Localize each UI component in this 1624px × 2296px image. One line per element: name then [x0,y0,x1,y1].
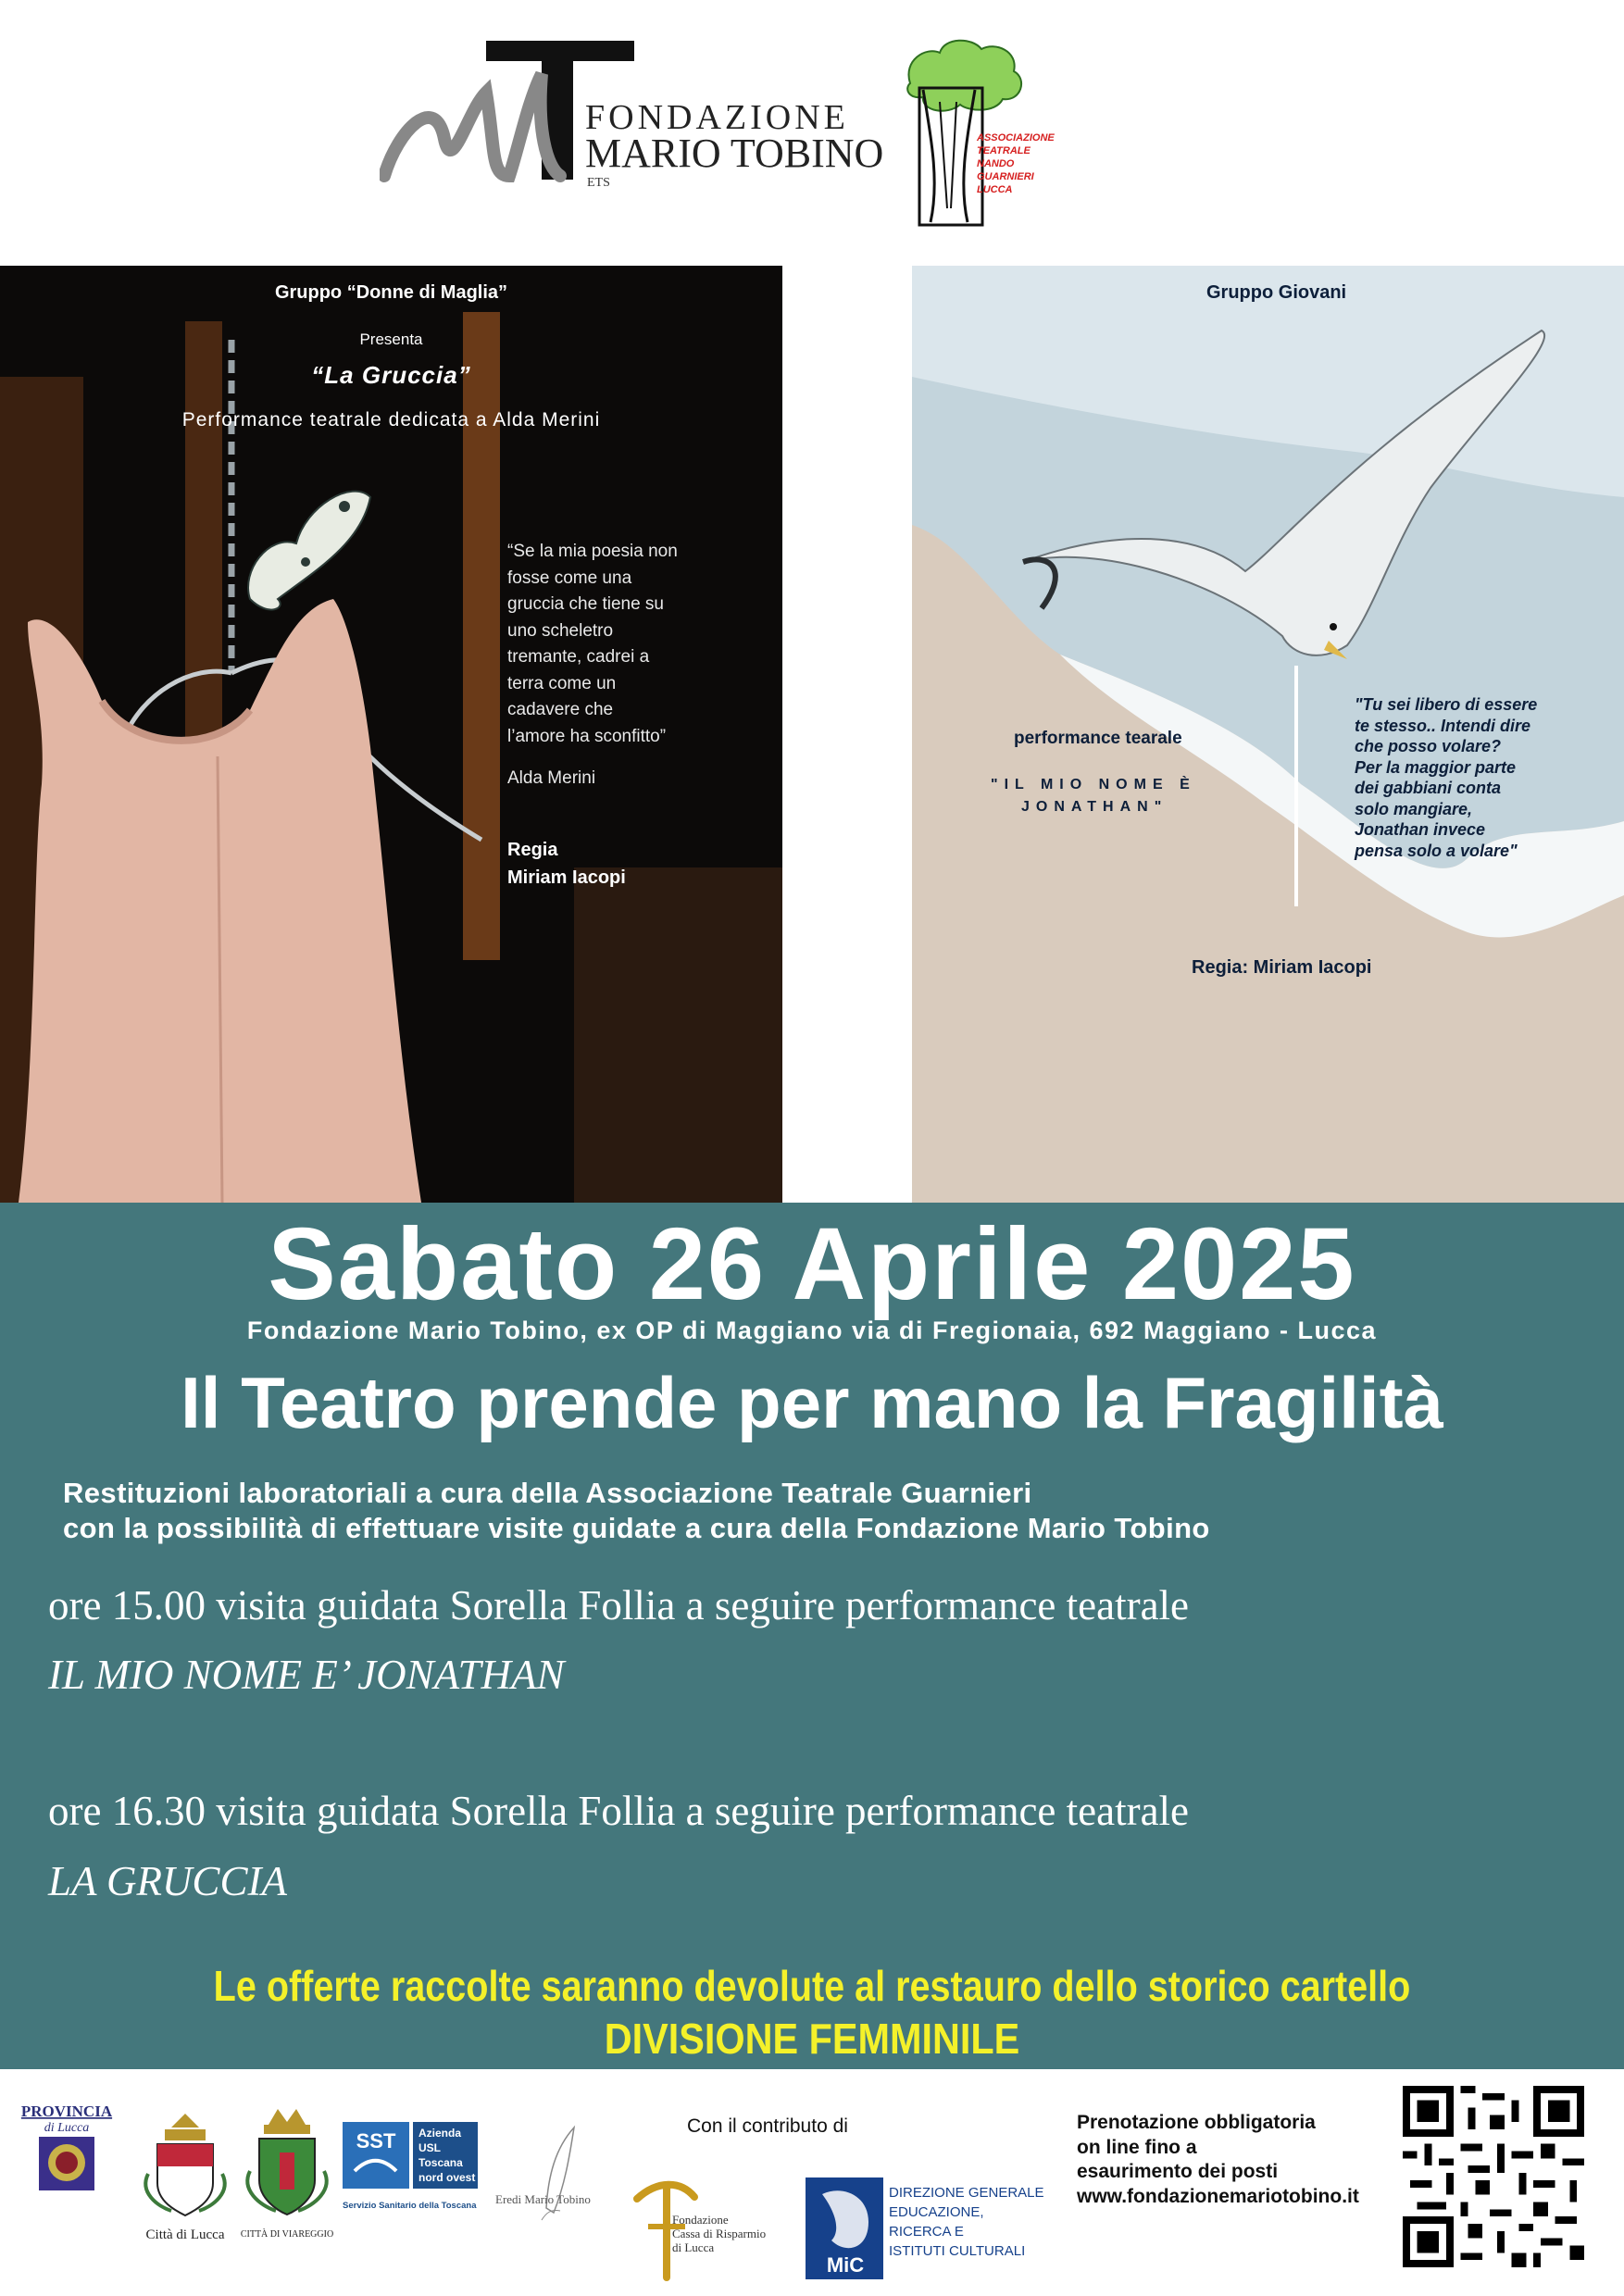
jonathan-poster [912,266,1624,1203]
booking-info [1077,2111,1382,2209]
guarnieri-line: TEATRALE [977,145,1031,156]
mic-line: EDUCAZIONE, [889,2204,984,2220]
provincia-lucca-logo-icon [19,2102,116,2194]
booking-line: esaurimento dei posti [1077,2161,1279,2182]
quote-line: terra come un [507,673,617,693]
fondazione-title-line1: FONDAZIONE [585,98,849,137]
fondazione-title-line2: MARIO TOBINO [585,131,884,176]
mic-line: RICERCA E [889,2224,964,2240]
event-title: Il Teatro prende per mano la Fragilità [181,1362,1443,1443]
schedule-item-2: ore 16.30 visita guidata Sorella Follia a seguire performance teatrale [48,1788,1190,1834]
right-group-name: Gruppo Giovani [1206,282,1347,303]
event-intro-line1: Restituzioni laboratoriali a cura della Associazione Teatrale Guarnieri [63,1477,1032,1509]
left-show-subtitle: Performance teatrale dedicata a Alda Merini [181,409,601,430]
left-show-title: “La Gruccia” [311,361,471,389]
booking-line: Prenotazione obbligatoria [1077,2112,1316,2133]
usl-line1: Azienda [418,2127,462,2140]
quote-line: l’amore ha sconfitto” [507,726,667,746]
guarnieri-association-name [977,131,1079,196]
quote-line: tremante, cadrei a [507,647,650,667]
booking-line: on line fino a [1077,2136,1197,2158]
svg-text:MiC: MiC [826,2253,865,2277]
svg-text:SST: SST [356,2129,396,2152]
contributo-label: Con il contributo di [687,2115,848,2137]
event-date: Sabato 26 Aprile 2025 [268,1207,1356,1321]
fondazione-crl-name [672,2213,774,2254]
citta-viareggio-crest-icon [241,2102,333,2222]
right-regia: Regia: Miriam Iacopi [1192,957,1372,978]
quote-line: uno scheletro [507,620,614,641]
event-intro-line2: con la possibilità di effettuare visite guidate a cura della Fondazione Mario Tobino [63,1512,1210,1544]
schedule-show-1: IL MIO NOME E’ JONATHAN [48,1652,565,1698]
quote-line: Jonathan invece [1355,820,1486,839]
quote-line: dei gabbiani conta [1355,779,1502,797]
quote-line: solo mangiare, [1355,799,1473,818]
left-regia-name: Miriam Iacopi [507,867,626,888]
quote-line: gruccia che tiene su [507,594,664,614]
quote-line: “Se la mia poesia non [507,542,678,561]
usl-line2: USL [418,2141,441,2154]
quote-line: pensa solo a volare" [1355,841,1518,860]
schedule-item-1: ore 15.00 visita guidata Sorella Follia a seguire performance teatrale [48,1582,1190,1628]
fcrl-line: Fondazione [672,2213,729,2227]
usl-line3: Toscana [418,2156,463,2169]
guarnieri-line: LUCCA [977,184,1013,195]
booking-url[interactable]: www.fondazionemariotobino.it [1077,2185,1359,2207]
fondazione-ets: ETS [587,176,610,190]
mic-ministry-logo-icon [804,2176,887,2282]
mic-direction-name [889,2183,1065,2261]
right-divider [1294,666,1298,906]
quote-line: te stesso.. Intendi dire [1355,716,1531,735]
usl-caption: Servizio Sanitario della Toscana [343,2201,477,2211]
left-regia-label: Regia [507,840,558,860]
quote-line: Per la maggior parte [1355,757,1517,777]
quote-line: "Tu sei libero di essere [1355,695,1538,714]
la-gruccia-poster [0,266,782,1203]
left-quote-author: Alda Merini [507,768,596,788]
right-quote [1355,694,1605,861]
left-quote [507,539,757,750]
right-show-title-line2: JONATHAN" [1021,799,1168,815]
donation-notice: Le offerte raccolte saranno devolute al restauro dello storico cartello [213,1962,1411,2010]
left-presenta: Presenta [359,331,423,348]
guarnieri-line: GUARNIERI [977,171,1034,182]
usl-line4: nord ovest [418,2171,476,2184]
mic-line: DIREZIONE GENERALE [889,2185,1044,2201]
right-show-title-line1: "IL MIO NOME È [991,777,1196,792]
quote-line: fosse come una [507,568,632,588]
provincia-line2: di Lucca [44,2121,90,2135]
quote-line: cadavere che [507,700,614,719]
mic-line: ISTITUTI CULTURALI [889,2243,1026,2259]
citta-viareggio-label: CITTÀ DI VIAREGGIO [240,2229,334,2240]
fcrl-line: di Lucca [672,2240,715,2254]
eredi-tobino-quill-icon [491,2120,620,2231]
usl-toscana-logo-icon [341,2120,484,2222]
qr-code-icon[interactable] [1403,2086,1584,2267]
quote-line: che posso volare? [1355,737,1502,755]
left-group-name: Gruppo “Donne di Maglia” [274,282,508,303]
eredi-tobino-label: Eredi Mario Tobino [495,2192,591,2206]
guarnieri-line: NANDO [977,158,1015,169]
guarnieri-line: ASSOCIAZIONE [977,132,1055,144]
citta-lucca-crest-icon [139,2109,231,2220]
donation-notice-sign: DIVISIONE FEMMINILE [604,2015,1020,2063]
citta-lucca-label: Città di Lucca [145,2227,225,2242]
fcrl-line: Cassa di Risparmio [672,2227,767,2240]
schedule-show-2: LA GRUCCIA [48,1858,287,1904]
right-performance-label: performance tearale [1014,729,1182,748]
provincia-line1: PROVINCIA [20,2103,113,2120]
event-venue: Fondazione Mario Tobino, ex OP di Maggiano via di Fregionaia, 692 Maggiano - Lucca [246,1316,1378,1344]
